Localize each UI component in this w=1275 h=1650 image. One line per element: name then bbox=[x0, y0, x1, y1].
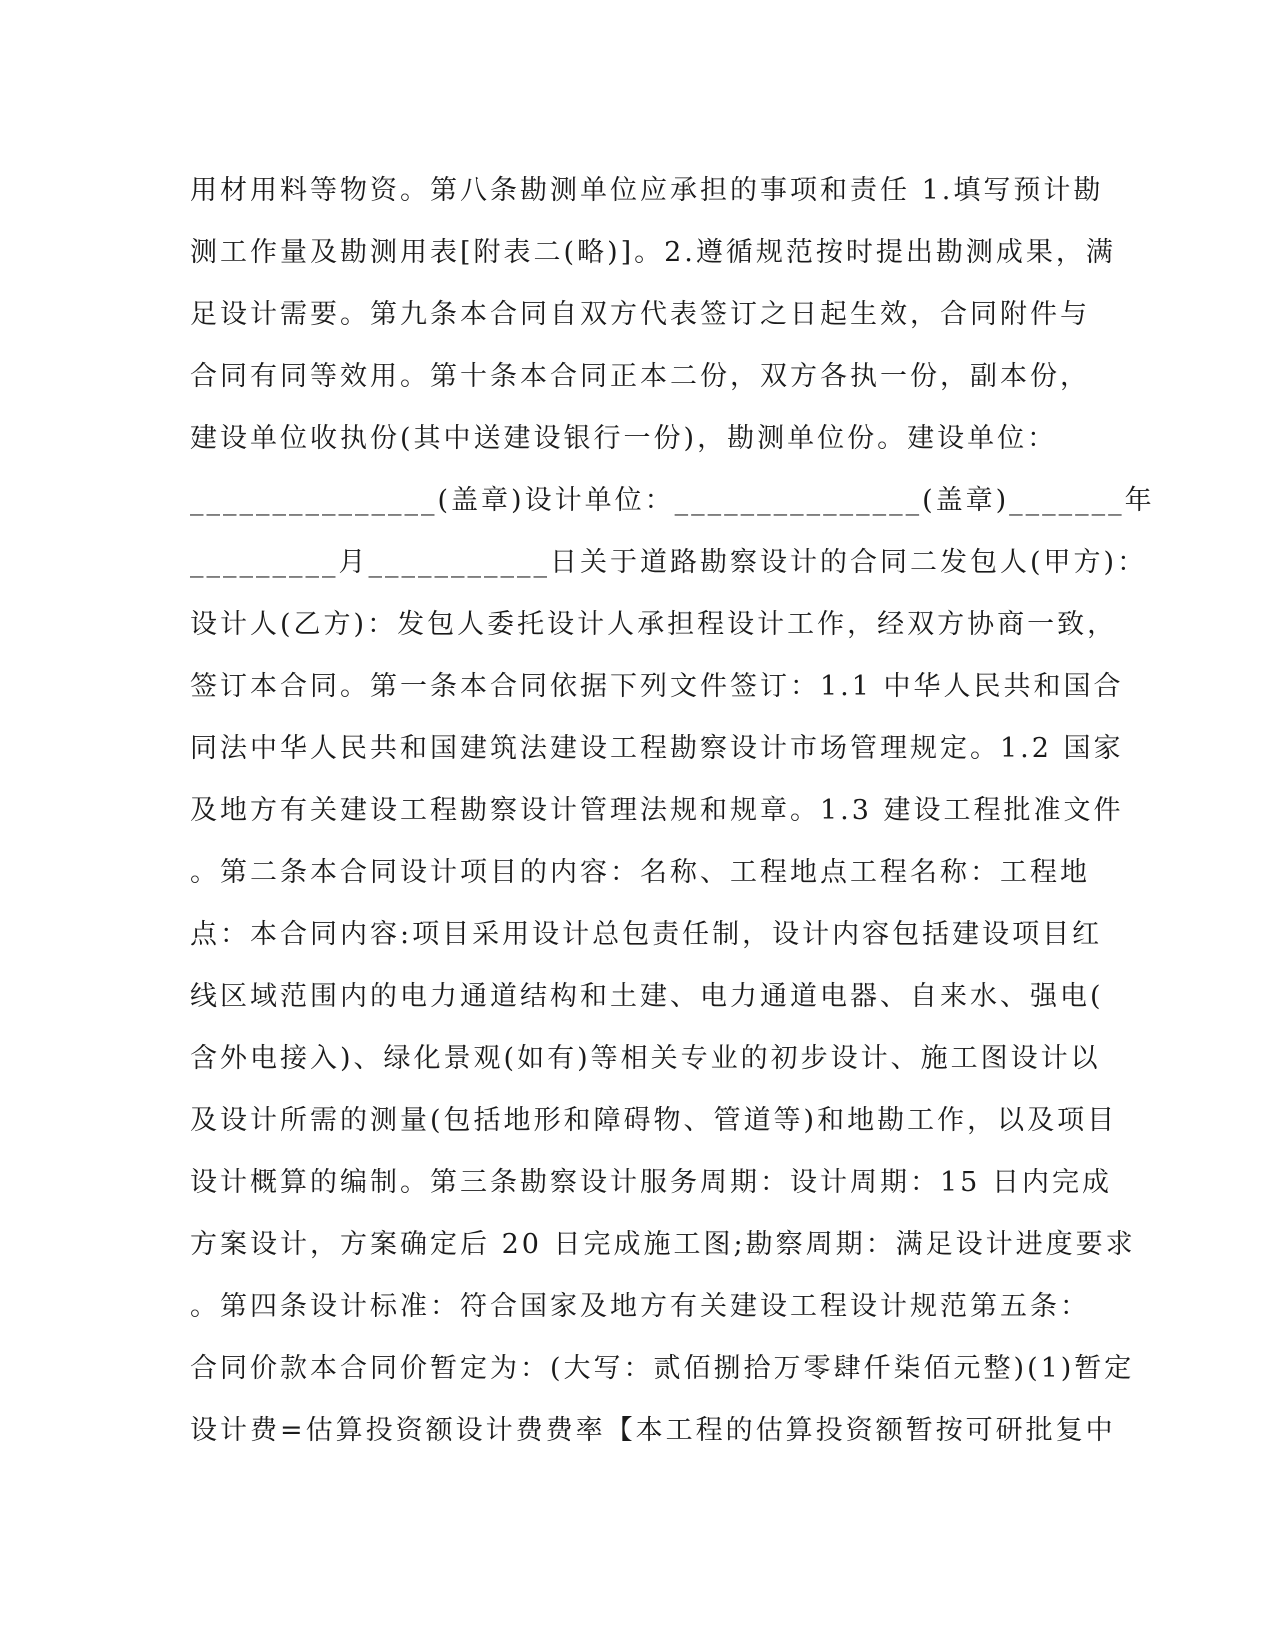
text-line: 点：本合同内容:项目采用设计总包责任制，设计内容包括建设项目红 bbox=[190, 919, 1103, 950]
text-line: 及地方有关建设工程勘察设计管理法规和规章。1.3 建设工程批准文件 bbox=[190, 795, 1124, 826]
text-line: 用材用料等物资。第八条勘测单位应承担的事项和责任 1.填写预计勘 bbox=[190, 175, 1104, 206]
text-line: 合同有同等效用。第十条本合同正本二份，双方各执一份，副本份， bbox=[190, 361, 1090, 392]
text-line: 含外电接入)、绿化景观(如有)等相关专业的初步设计、施工图设计以 bbox=[190, 1043, 1101, 1074]
text-line: 签订本合同。第一条本合同依据下列文件签订：1.1 中华人民共和国合 bbox=[190, 671, 1124, 702]
text-line: 。第四条设计标准：符合国家及地方有关建设工程设计规范第五条： bbox=[190, 1291, 1090, 1322]
text-line: 设计人(乙方)：发包人委托设计人承担程设计工作，经双方协商一致， bbox=[190, 609, 1118, 640]
contract-body-text bbox=[190, 160, 1155, 1462]
text-line: 线区域范围内的电力通道结构和土建、电力通道电器、自来水、强电( bbox=[190, 981, 1104, 1012]
date-blank-line: _________月___________日关于道路勘察设计的合同二发包人(甲方)： bbox=[190, 547, 1148, 578]
text-line: 足设计需要。第九条本合同自双方代表签订之日起生效，合同附件与 bbox=[190, 299, 1090, 330]
text-line: 方案设计，方案确定后 20 日完成施工图;勘察周期：满足设计进度要求 bbox=[190, 1229, 1136, 1260]
text-line: 测工作量及勘测用表[附表二(略)]。2.遵循规范按时提出勘测成果，满 bbox=[190, 237, 1116, 268]
text-line: 设计费=估算投资额设计费费率【本工程的估算投资额暂按可研批复中 bbox=[190, 1415, 1116, 1446]
signature-blank-line: _______________(盖章)设计单位：_______________(盖章)_______年 bbox=[190, 485, 1155, 516]
text-line: 建设单位收执份(其中送建设银行一份)，勘测单位份。建设单位： bbox=[190, 423, 1058, 454]
text-line: 及设计所需的测量(包括地形和障碍物、管道等)和地勘工作，以及项目 bbox=[190, 1105, 1118, 1136]
text-line: 合同价款本合同价暂定为：(大写：贰佰捌拾万零肆仟柒佰元整)(1)暂定 bbox=[190, 1353, 1135, 1384]
text-line: 。第二条本合同设计项目的内容：名称、工程地点工程名称：工程地 bbox=[190, 857, 1090, 888]
text-line: 同法中华人民共和国建筑法建设工程勘察设计市场管理规定。1.2 国家 bbox=[190, 733, 1124, 764]
text-line: 设计概算的编制。第三条勘察设计服务周期：设计周期：15 日内完成 bbox=[190, 1167, 1112, 1198]
